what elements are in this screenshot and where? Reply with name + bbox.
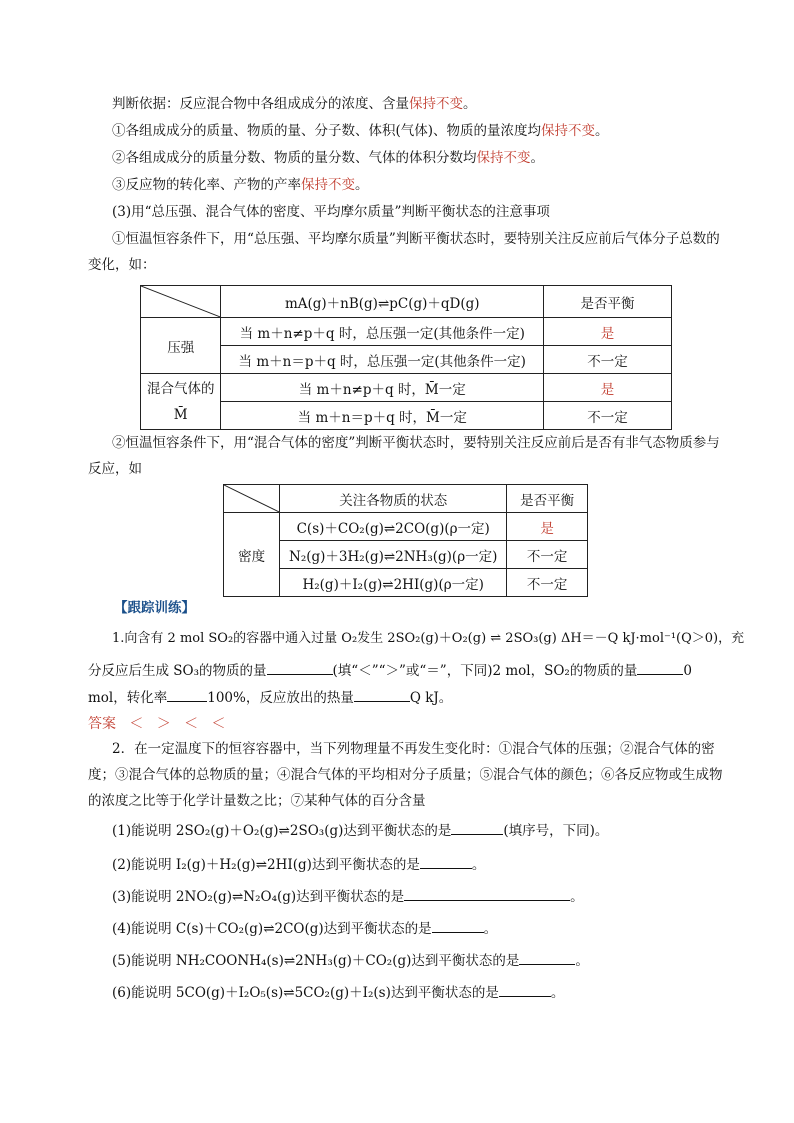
q1-line-3 [88,687,452,708]
subsection-3-heading: (3)用“总压强、混合气体的密度、平均摩尔质量”判断平衡状态的注意事项 [112,204,550,220]
text: ②各组成成分的质量分数、物质的量分数、气体的体积分数均 [112,150,477,166]
answer-blank[interactable] [404,886,570,901]
text: mol，转化率 [88,690,168,706]
text: (3)能说明 2NO₂(g)⇌N₂O₄(g)达到平衡状态的是 [112,889,405,905]
highlight: 保持不变 [301,177,355,193]
q2-sub-2 [112,854,485,875]
text: ①各组成成分的质量、物质的量、分子数、体积(气体)、物质的量浓度均 [112,123,542,139]
text: 。 [530,150,544,166]
q1-line-2 [88,660,692,681]
point-1-line [112,121,609,141]
point-2-line [112,148,544,168]
note-1-paragraph: ①恒温恒容条件下，用“总压强、平均摩尔质量”判断平衡状态时，要特别关注反应前后气体分子总数的变化，如： [88,231,720,273]
result-header: 是否平衡 [507,485,588,513]
group-density: 密度 [224,513,280,597]
state-header: 关注各物质的状态 [280,485,507,513]
point-3-line [112,175,369,195]
text: 100%，反应放出的热量 [207,690,354,706]
answer-label: 答案 [88,716,116,732]
diagonal-header-cell [141,286,221,318]
q2-paragraph: 2．在一定温度下的恒容容器中，当下列物理量不再发生变化时：①混合气体的压强；②混合气体的密度；③混合气体的总物质的量；④混合气体的平均相对分子质量；⑤混合气体的颜色；⑥各反应物或生成物的浓度之比等于化学计量数之比；⑦某种气体的百分含量 [88,741,723,809]
text: 。 [483,921,498,937]
answer-blank[interactable] [432,918,484,933]
condition-cell: 当 m＋n≠p＋q 时，M̄一定 [221,374,544,402]
basis-line [112,94,477,114]
pressure-molar-mass-table [140,285,672,430]
highlight: 保持不变 [541,123,596,139]
text: Q kJ。 [409,690,453,706]
text: 判断依据：反应混合物中各组成成分的浓度、含量 [112,96,409,112]
text: 。 [550,985,565,1001]
text: (填序号，下同)。 [503,823,609,839]
answer-blank[interactable] [354,687,410,702]
answer-row [88,714,225,734]
training-title: 【跟踪训练】 [114,600,195,616]
result-header: 是否平衡 [544,286,672,318]
diagonal-header-cell [224,485,280,513]
condition-cell: 当 m＋n＝p＋q 时，总压强一定(其他条件一定) [221,346,544,374]
group-pressure: 压强 [141,318,221,374]
q2-sub-6 [112,982,564,1003]
text: (6)能说明 5CO(g)＋I₂O₅(s)⇌5CO₂(g)＋I₂(s)达到平衡状态的是 [112,985,499,1001]
result-cell: 不一定 [544,402,672,430]
condition-cell: 当 m＋n≠p＋q 时，总压强一定(其他条件一定) [221,318,544,346]
answer-blank[interactable] [637,660,683,675]
q2-sub-1 [112,820,608,841]
result-cell: 不一定 [507,541,588,569]
q2-sub-4 [112,918,497,939]
text: 分反应后生成 SO₃的物质的量 [88,663,267,679]
answer-blank[interactable] [499,982,551,997]
text: 。 [471,857,486,873]
group-molar-mass: 混合气体的M̄ [141,374,221,430]
answer-blank[interactable] [420,854,472,869]
result-cell: 是 [507,513,588,541]
text: 。 [463,96,477,112]
note-2-paragraph: ②恒温恒容条件下，用“混合气体的密度”判断平衡状态时，要特别关注反应前后是否有非气态物质参与反应，如 [88,435,720,477]
text: 。 [355,177,369,193]
text: ③反应物的转化率、产物的产率 [112,177,301,193]
answer-blank[interactable] [519,950,575,965]
text: (1)能说明 2SO₂(g)＋O₂(g)⇌2SO₃(g)达到平衡状态的是 [112,823,452,839]
result-cell: 不一定 [544,346,672,374]
text: 0 [683,663,692,679]
answer-value: ＜ [184,716,199,732]
answer-value: ＞ [156,716,171,732]
result-cell: 不一定 [507,569,588,597]
answer-value: ＜ [129,716,144,732]
density-table [223,484,588,597]
q2-sub-3 [112,886,584,907]
condition-cell: H₂(g)＋I₂(g)⇌2HI(g)(ρ一定) [280,569,507,597]
q1-line-1: 1.向含有 2 mol SO₂的容器中通入过量 O₂发生 2SO₂(g)＋O₂(g) ⇌ 2SO₃(g) ΔH＝－Q kJ·mol⁻¹(Q＞0)，充 [112,631,745,646]
text: 。 [575,953,589,969]
result-cell: 是 [544,374,672,402]
text: 。 [570,889,584,905]
reaction-header: mA(g)＋nB(g)⇌pC(g)＋qD(g) [221,286,544,318]
text: (填“＜”“＞”或“＝”，下同)2 mol，SO₂的物质的量 [332,663,638,679]
highlight: 保持不变 [409,96,463,112]
answer-value: ＜ [211,716,226,732]
answer-blank[interactable] [451,820,503,835]
condition-cell: C(s)＋CO₂(g)⇌2CO(g)(ρ一定) [280,513,507,541]
highlight: 保持不变 [476,150,531,166]
text: (5)能说明 NH₂COONH₄(s)⇌2NH₃(g)＋CO₂(g)达到平衡状态的是 [112,953,520,969]
q2-sub-5 [112,950,589,971]
text: 。 [595,123,609,139]
condition-cell: 当 m＋n＝p＋q 时，M̄一定 [221,402,544,430]
text: (4)能说明 C(s)＋CO₂(g)⇌2CO(g)达到平衡状态的是 [112,921,432,937]
text: (2)能说明 I₂(g)＋H₂(g)⇌2HI(g)达到平衡状态的是 [112,857,420,873]
condition-cell: N₂(g)＋3H₂(g)⇌2NH₃(g)(ρ一定) [280,541,507,569]
result-cell: 是 [544,318,672,346]
answer-blank[interactable] [167,687,207,702]
answer-blank[interactable] [267,660,333,675]
